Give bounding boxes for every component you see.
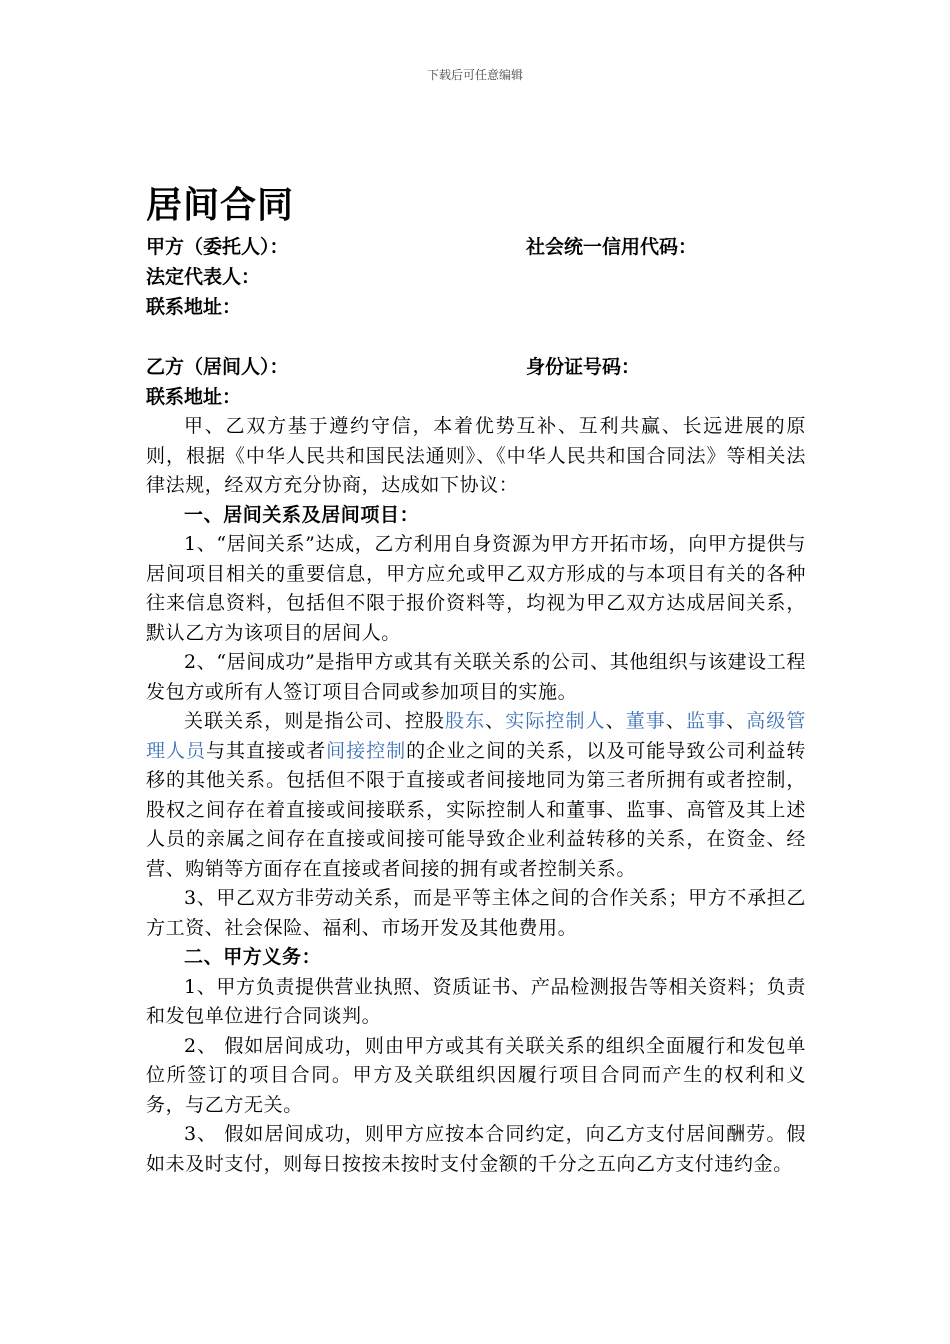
link-shareholder[interactable]: 股东 — [445, 710, 486, 732]
party-b-line — [146, 352, 806, 382]
party-a-address-label: 联系地址： — [146, 296, 242, 318]
related-text-3: 的企业之间的关系，以及可能导致公司利益转移的其他关系。包括但不限于直接或者间接地同为第三者所拥有或者控制，股权之间存在着直接或间接联系，实际控制人和董事、监事、高管及其上述人员的亲属之间存在直接或间接可能导致企业利益转移的关系，在资金、经营、购销等方面存在直接或者间接的拥有或者控制关系。 — [146, 739, 806, 880]
spacer — [146, 322, 806, 352]
party-a-line — [146, 232, 806, 262]
document-title: 居间合同 — [146, 185, 295, 226]
separator: 、 — [605, 710, 626, 732]
related-party-paragraph — [146, 707, 806, 884]
link-director[interactable]: 董事 — [625, 710, 666, 732]
section-2-item-1: 1、甲方负责提供营业执照、资质证书、产品检测报告等相关资料；负责和发包单位进行合同谈判。 — [146, 975, 806, 1027]
credit-code-label: 社会统一信用代码： — [526, 236, 698, 258]
section-1-item-2: 2、“居间成功”是指甲方或其有关联关系的公司、其他组织与该建设工程发包方或所有人签订项目合同或参加项目的实施。 — [146, 651, 806, 703]
related-text-2: 与其直接或者 — [206, 739, 327, 762]
separator: 、 — [726, 710, 747, 732]
header-note: 下载后可任意编辑 — [426, 68, 523, 82]
section-2-item-2: 2、 假如居间成功，则由甲方或其有关联关系的组织全面履行和发包单位所签订的项目合同。甲方及关联组织因履行项目合同而产生的权利和义务，与乙方无关。 — [146, 1034, 806, 1116]
section-2-item-3: 3、 假如居间成功，则甲方应按本合同约定，向乙方支付居间酬劳。假如未及时支付，则每日按按未按时支付金额的千分之五向乙方支付违约金。 — [146, 1123, 806, 1175]
party-b-label: 乙方（居间人）： — [146, 356, 289, 378]
separator: 、 — [665, 710, 686, 732]
link-actual-controller[interactable]: 实际控制人 — [505, 710, 606, 732]
legal-rep-label: 法定代表人： — [146, 266, 261, 288]
section-1-heading: 一、居间关系及居间项目： — [184, 503, 420, 526]
link-supervisor[interactable]: 监事 — [685, 710, 727, 732]
section-2-heading: 二、甲方义务： — [184, 946, 322, 968]
related-text-1: 关联关系，则是指公司、控股 — [184, 710, 446, 732]
link-senior-management[interactable]: 高级管理人员 — [146, 710, 806, 762]
contract-document — [146, 180, 806, 1179]
party-b-address-label: 联系地址： — [146, 386, 242, 408]
intro-paragraph: 甲、乙双方基于遵约守信，本着优势互补、互利共赢、长远进展的原则，根据《中华人民共和国民法通则》、《中华人民共和国合同法》等相关法律法规，经双方充分协商，达成如下协议： — [146, 415, 806, 496]
party-a-label: 甲方（委托人）： — [146, 236, 289, 258]
id-number-label: 身份证号码： — [526, 356, 641, 378]
link-indirect-control[interactable]: 间接控制 — [326, 739, 407, 762]
separator: 、 — [485, 710, 506, 732]
section-1-item-1: 1、“居间关系”达成，乙方利用自身资源为甲方开拓市场，向甲方提供与居间项目相关的重要信息，甲方应允或甲乙双方形成的与本项目有关的各种往来信息资料，包括但不限于报价资料等，均视为甲乙双方达成居间关系，默认乙方为该项目的居间人。 — [146, 533, 806, 644]
section-1-item-3: 3、甲乙双方非劳动关系，而是平等主体之间的合作关系；甲方不承担乙方工资、社会保险、福利、市场开发及其他费用。 — [146, 887, 806, 939]
